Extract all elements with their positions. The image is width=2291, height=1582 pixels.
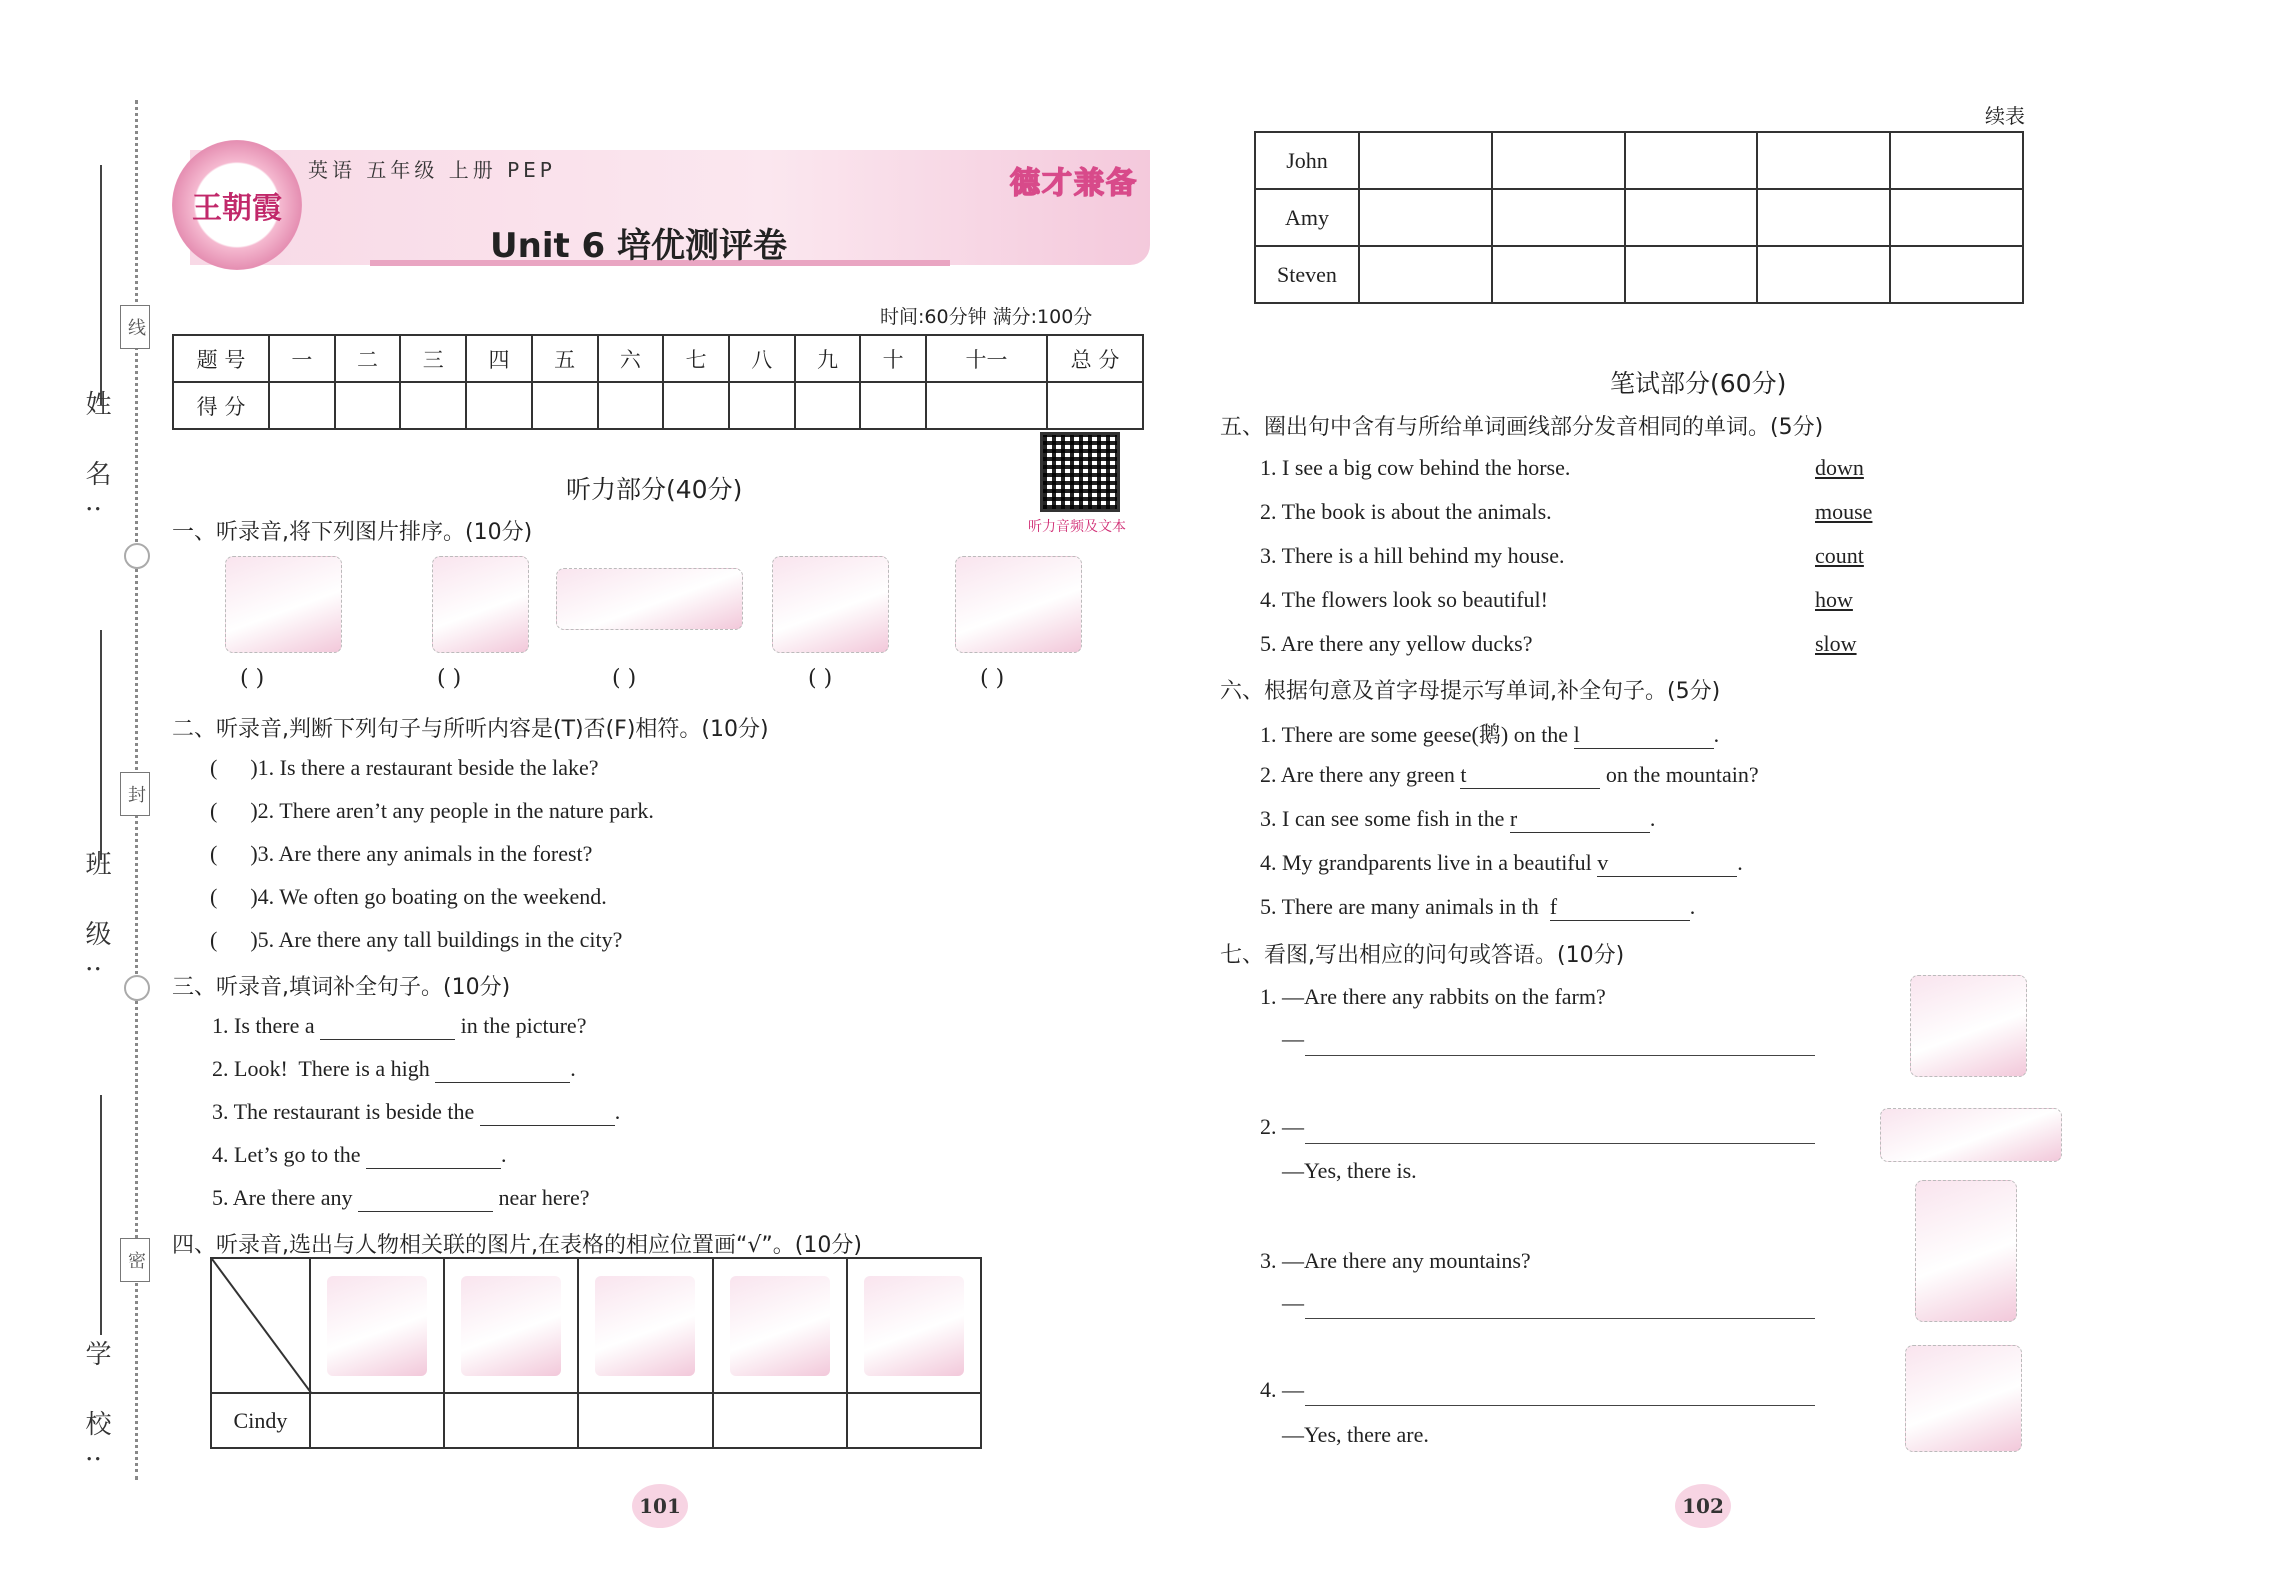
score-cell: 题 号 <box>173 335 269 382</box>
listening-section-title: 听力部分(40分) <box>566 475 743 504</box>
check-cell[interactable] <box>1492 189 1625 246</box>
hint-letter: f <box>1549 894 1558 919</box>
q5-word: how <box>1815 587 1853 612</box>
page-number-right: 102 <box>1675 1484 1731 1528</box>
continued-label: 续表 <box>1985 104 2025 128</box>
q7-answer: —Yes, there are. <box>1282 1422 1429 1447</box>
check-cell[interactable] <box>1625 246 1758 303</box>
seal-xian: 线 <box>120 305 150 349</box>
q2-item[interactable]: ( )4. We often go boating on the weekend. <box>210 884 607 909</box>
q7-title: 七、看图,写出相应的问句或答语。(10分) <box>1220 943 1625 968</box>
q6-pre: 3. I can see some fish in the <box>1260 806 1510 831</box>
q5-word: down <box>1815 455 1864 480</box>
q6-post: . <box>1649 806 1656 831</box>
page-title: Unit 6 培优测评卷 <box>490 226 788 266</box>
logo-text: 王朝霞 <box>192 191 282 226</box>
person-name: Amy <box>1255 189 1359 246</box>
hint-letter: t <box>1460 762 1467 787</box>
person-name: John <box>1255 132 1359 189</box>
score-cell: 八 <box>729 335 795 382</box>
check-cell[interactable] <box>1492 246 1625 303</box>
q6-item <box>1260 894 1695 921</box>
q6-pre: 4. My grandparents live in a beautiful <box>1260 850 1598 875</box>
fill-blank[interactable] <box>1550 894 1690 921</box>
q6-post: on the mountain? <box>1600 762 1759 787</box>
q4-title: 四、听录音,选出与人物相关联的图片,在表格的相应位置画“√”。(10分) <box>172 1233 862 1258</box>
q7-answer: —Yes, there is. <box>1282 1158 1417 1183</box>
q6-post: . <box>1689 894 1696 919</box>
check-cell[interactable] <box>1625 189 1758 246</box>
score-cell: 五 <box>532 335 598 382</box>
q3-pre: 2. Look! There is a high <box>212 1056 436 1081</box>
q6-pre: 5. There are many animals in th <box>1260 894 1550 919</box>
q5-word: slow <box>1815 631 1857 656</box>
score-cell: 四 <box>466 335 532 382</box>
q3-pre: 3. The restaurant is beside the <box>212 1099 480 1124</box>
person-name: Steven <box>1255 246 1359 303</box>
order-blank[interactable]: ( ) <box>240 666 265 691</box>
check-cell[interactable] <box>1757 246 1890 303</box>
q7-question: 4. — <box>1260 1377 1304 1402</box>
q6-pre: 1. There are some geese(鹅) on the <box>1260 722 1574 747</box>
score-cell: 十 <box>860 335 926 382</box>
class-label: 班 级: <box>81 850 111 992</box>
hint-letter: l <box>1573 722 1580 747</box>
q3-pre: 1. Is there a <box>212 1013 321 1038</box>
score-cell: 一 <box>269 335 335 382</box>
q3-post: . <box>570 1056 576 1081</box>
q3-post: . <box>614 1099 621 1124</box>
hint-letter: v <box>1597 850 1609 875</box>
q6-title: 六、根据句意及首字母提示写单词,补全句子。(5分) <box>1220 679 1721 704</box>
q7-question: 2. — <box>1260 1114 1304 1139</box>
city-picture <box>1905 1345 2022 1452</box>
q2-item[interactable]: ( )3. Are there any animals in the forest? <box>210 841 593 866</box>
q3-post: . <box>500 1142 507 1167</box>
q6-item <box>1260 718 1719 749</box>
seal-feng: 封 <box>120 772 150 816</box>
order-blank[interactable]: ( ) <box>612 666 637 691</box>
q7-answer-dash: — <box>1282 1026 1304 1051</box>
name-label: 姓 名: <box>81 390 111 532</box>
check-cell[interactable] <box>1492 132 1625 189</box>
order-blank[interactable]: ( ) <box>980 666 1005 691</box>
check-cell[interactable] <box>1359 189 1492 246</box>
fill-blank[interactable] <box>1460 762 1600 789</box>
q5-title: 五、圈出句中含有与所给单词画线部分发音相同的单词。(5分) <box>1220 415 1824 440</box>
q5-sentence[interactable]: 4. The flowers look so beautiful! <box>1260 587 1548 612</box>
answer-line[interactable] <box>1305 1405 1815 1406</box>
q3-title: 三、听录音,填词补全句子。(10分) <box>172 975 511 1000</box>
q2-item[interactable]: ( )2. There aren’t any people in the nature park. <box>210 798 654 823</box>
mountain-picture <box>1915 1180 2017 1322</box>
check-cell[interactable] <box>1757 132 1890 189</box>
continued-row <box>1255 132 2023 189</box>
q2-item[interactable]: ( )1. Is there a restaurant beside the lake? <box>210 755 599 780</box>
q7-answer-dash: — <box>1282 1290 1304 1315</box>
q2-item[interactable]: ( )5. Are there any tall buildings in the city? <box>210 927 623 952</box>
continued-row <box>1255 246 2023 303</box>
q5-word: mouse <box>1815 499 1873 524</box>
bridge-picture <box>1880 1108 2062 1162</box>
score-cell: 七 <box>663 335 729 382</box>
q3-post: near here? <box>493 1185 590 1210</box>
q5-sentence[interactable]: 1. I see a big cow behind the horse. <box>1260 455 1571 480</box>
order-blank[interactable]: ( ) <box>808 666 833 691</box>
q7-question: 1. —Are there any rabbits on the farm? <box>1260 984 1606 1009</box>
q5-sentence[interactable]: 2. The book is about the animals. <box>1260 499 1552 524</box>
q6-post: . <box>1737 850 1743 875</box>
score-cell: 六 <box>598 335 664 382</box>
hint-letter: r <box>1509 806 1518 831</box>
q5-word: count <box>1815 543 1864 568</box>
q2-title: 二、听录音,判断下列句子与所听内容是(T)否(F)相符。(10分) <box>172 717 769 742</box>
q3-pre: 4. Let’s go to the <box>212 1142 366 1167</box>
score-cell: 总 分 <box>1047 335 1143 382</box>
page-number-left: 101 <box>632 1484 688 1528</box>
check-cell[interactable] <box>1890 132 2023 189</box>
school-label: 学 校: <box>81 1340 111 1482</box>
subject-label: 英语 五年级 上册 PEP <box>308 158 556 182</box>
seal-mi: 密 <box>120 1238 150 1282</box>
continued-table <box>1254 131 2024 304</box>
score-cell: 九 <box>795 335 861 382</box>
q1-title: 一、听录音,将下列图片排序。(10分) <box>172 520 533 545</box>
answer-line[interactable] <box>1305 1318 1815 1319</box>
q6-item <box>1260 762 1759 789</box>
check-cell[interactable] <box>1359 246 1492 303</box>
qr-label: 听力音频及文本 <box>1028 519 1126 535</box>
order-blank[interactable]: ( ) <box>437 666 462 691</box>
answer-line[interactable] <box>1305 1143 1815 1144</box>
continued-row <box>1255 189 2023 246</box>
farm-picture <box>1910 975 2027 1077</box>
score-row-label: 得 分 <box>173 382 269 429</box>
fill-blank[interactable] <box>1574 722 1714 749</box>
fill-blank[interactable] <box>1510 806 1650 833</box>
q6-post: . <box>1713 722 1720 747</box>
score-cell: 十一 <box>926 335 1047 382</box>
answer-line[interactable] <box>1305 1055 1815 1056</box>
check-cell[interactable] <box>1890 246 2023 303</box>
score-cell: 二 <box>335 335 401 382</box>
person-name: Cindy <box>211 1393 310 1448</box>
check-cell[interactable] <box>1757 189 1890 246</box>
check-cell[interactable] <box>1625 132 1758 189</box>
q3-post: in the picture? <box>455 1013 587 1038</box>
q7-question: 3. —Are there any mountains? <box>1260 1248 1531 1273</box>
q6-item <box>1260 850 1743 877</box>
score-cell: 三 <box>400 335 466 382</box>
q5-sentence[interactable]: 3. There is a hill behind my house. <box>1260 543 1565 568</box>
q6-pre: 2. Are there any green <box>1260 762 1461 787</box>
written-section-title: 笔试部分(60分) <box>1610 369 1787 398</box>
brand-badge: 德才兼备 <box>1010 166 1138 201</box>
check-cell[interactable] <box>1359 132 1492 189</box>
q3-pre: 5. Are there any <box>212 1185 358 1210</box>
exam-info: 时间:60分钟 满分:100分 <box>880 306 1093 328</box>
fill-blank[interactable] <box>1597 850 1737 877</box>
q5-sentence[interactable]: 5. Are there any yellow ducks? <box>1260 631 1533 656</box>
check-cell[interactable] <box>1890 189 2023 246</box>
q6-item <box>1260 806 1655 833</box>
